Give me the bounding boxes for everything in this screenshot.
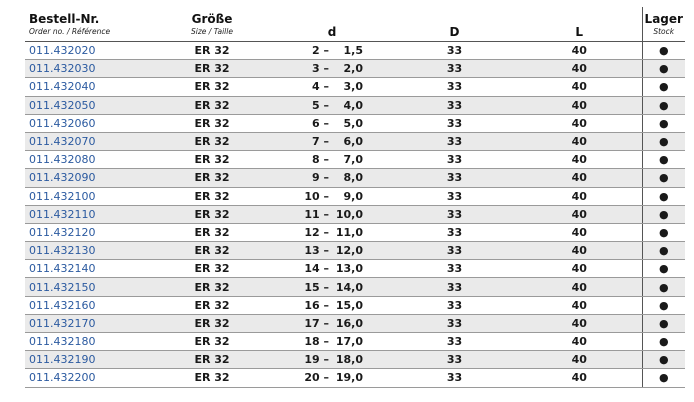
size-cell: ER 32	[152, 114, 272, 132]
order-number-cell: 011.432190	[25, 351, 152, 369]
header-order-number	[25, 7, 152, 42]
d-range-to: 5,0	[343, 116, 363, 130]
header-order-subtitle: Order no. / Référence	[29, 27, 111, 36]
length-cell: 40	[517, 169, 642, 187]
header-size-subtitle: Size / Taille	[191, 27, 233, 36]
outer-diameter-cell: 33	[392, 42, 517, 60]
d-range-cell	[272, 169, 392, 187]
length-cell: 40	[517, 296, 642, 314]
d-range-from: 12 –	[304, 225, 329, 239]
outer-diameter-cell: 33	[392, 132, 517, 150]
stock-indicator-cell: ●	[642, 314, 685, 332]
d-range-to: 13,0	[335, 262, 363, 276]
d-range-to: 6,0	[343, 135, 363, 149]
size-cell: ER 32	[152, 351, 272, 369]
size-cell: ER 32	[152, 296, 272, 314]
d-range-to: 4,0	[343, 98, 363, 112]
order-number-cell: 011.432130	[25, 242, 152, 260]
table-body	[25, 42, 685, 388]
d-range-from: 7 –	[312, 135, 329, 149]
size-cell: ER 32	[152, 96, 272, 114]
stock-indicator-cell: ●	[642, 187, 685, 205]
table-row	[25, 369, 685, 387]
d-range-from: 8 –	[312, 153, 329, 167]
outer-diameter-cell: 33	[392, 351, 517, 369]
outer-diameter-cell: 33	[392, 151, 517, 169]
outer-diameter-cell: 33	[392, 260, 517, 278]
size-cell: ER 32	[152, 169, 272, 187]
outer-diameter-cell: 33	[392, 314, 517, 332]
d-range-from: 4 –	[312, 80, 329, 94]
order-number-cell: 011.432170	[25, 314, 152, 332]
outer-diameter-cell: 33	[392, 369, 517, 387]
size-cell: ER 32	[152, 60, 272, 78]
outer-diameter-cell: 33	[392, 242, 517, 260]
table-row	[25, 78, 685, 96]
stock-indicator-cell: ●	[642, 296, 685, 314]
order-number-cell: 011.432020	[25, 42, 152, 60]
table-row	[25, 114, 685, 132]
length-cell: 40	[517, 78, 642, 96]
d-range-cell	[272, 333, 392, 351]
product-table	[25, 7, 685, 388]
order-number-cell: 011.432040	[25, 78, 152, 96]
order-number-cell: 011.432200	[25, 369, 152, 387]
d-range-to: 3,0	[343, 80, 363, 94]
size-cell: ER 32	[152, 242, 272, 260]
d-range-cell	[272, 296, 392, 314]
d-range-to: 10,0	[335, 207, 363, 221]
header-d-small: d	[272, 7, 392, 42]
size-cell: ER 32	[152, 260, 272, 278]
table-row	[25, 223, 685, 241]
outer-diameter-cell: 33	[392, 223, 517, 241]
table-row	[25, 151, 685, 169]
order-number-cell: 011.432090	[25, 169, 152, 187]
d-range-from: 20 –	[304, 371, 329, 385]
stock-indicator-cell: ●	[642, 78, 685, 96]
order-number-cell: 011.432140	[25, 260, 152, 278]
table-row	[25, 205, 685, 223]
order-number-cell: 011.432060	[25, 114, 152, 132]
table-row	[25, 314, 685, 332]
table-row	[25, 132, 685, 150]
table-row	[25, 60, 685, 78]
d-range-cell	[272, 278, 392, 296]
outer-diameter-cell: 33	[392, 187, 517, 205]
d-range-to: 8,0	[343, 171, 363, 185]
size-cell: ER 32	[152, 223, 272, 241]
header-stock-title: Lager	[644, 12, 683, 26]
d-range-from: 3 –	[312, 62, 329, 76]
size-cell: ER 32	[152, 205, 272, 223]
outer-diameter-cell: 33	[392, 278, 517, 296]
outer-diameter-cell: 33	[392, 96, 517, 114]
d-range-to: 18,0	[335, 353, 363, 367]
outer-diameter-cell: 33	[392, 60, 517, 78]
size-cell: ER 32	[152, 278, 272, 296]
header-size	[152, 7, 272, 42]
length-cell: 40	[517, 223, 642, 241]
size-cell: ER 32	[152, 132, 272, 150]
d-range-to: 19,0	[335, 371, 363, 385]
table-header	[25, 7, 685, 42]
header-row	[25, 7, 685, 42]
order-number-cell: 011.432180	[25, 333, 152, 351]
d-range-cell	[272, 114, 392, 132]
size-cell: ER 32	[152, 369, 272, 387]
d-range-from: 2 –	[312, 44, 329, 58]
d-range-cell	[272, 132, 392, 150]
order-number-cell: 011.432120	[25, 223, 152, 241]
order-number-cell: 011.432050	[25, 96, 152, 114]
table-row	[25, 169, 685, 187]
d-range-from: 13 –	[304, 244, 329, 258]
stock-indicator-cell: ●	[642, 369, 685, 387]
d-range-to: 16,0	[335, 316, 363, 330]
stock-indicator-cell: ●	[642, 42, 685, 60]
length-cell: 40	[517, 60, 642, 78]
stock-indicator-cell: ●	[642, 60, 685, 78]
length-cell: 40	[517, 351, 642, 369]
d-range-cell	[272, 223, 392, 241]
d-range-from: 16 –	[304, 298, 329, 312]
d-range-cell	[272, 187, 392, 205]
stock-indicator-cell: ●	[642, 333, 685, 351]
d-range-to: 1,5	[343, 44, 363, 58]
table-row	[25, 351, 685, 369]
header-stock-subtitle: Stock	[653, 27, 675, 36]
length-cell: 40	[517, 314, 642, 332]
order-number-cell: 011.432160	[25, 296, 152, 314]
order-number-cell: 011.432150	[25, 278, 152, 296]
table-row	[25, 187, 685, 205]
size-cell: ER 32	[152, 42, 272, 60]
d-range-from: 9 –	[312, 171, 329, 185]
size-cell: ER 32	[152, 333, 272, 351]
length-cell: 40	[517, 96, 642, 114]
length-cell: 40	[517, 205, 642, 223]
d-range-cell	[272, 369, 392, 387]
stock-indicator-cell: ●	[642, 96, 685, 114]
stock-indicator-cell: ●	[642, 223, 685, 241]
outer-diameter-cell: 33	[392, 333, 517, 351]
stock-indicator-cell: ●	[642, 151, 685, 169]
d-range-cell	[272, 351, 392, 369]
stock-indicator-cell: ●	[642, 260, 685, 278]
size-cell: ER 32	[152, 187, 272, 205]
outer-diameter-cell: 33	[392, 169, 517, 187]
table-row	[25, 242, 685, 260]
table-row	[25, 96, 685, 114]
length-cell: 40	[517, 242, 642, 260]
length-cell: 40	[517, 151, 642, 169]
d-range-to: 14,0	[335, 280, 363, 294]
size-cell: ER 32	[152, 151, 272, 169]
d-range-from: 17 –	[304, 316, 329, 330]
outer-diameter-cell: 33	[392, 296, 517, 314]
outer-diameter-cell: 33	[392, 114, 517, 132]
stock-indicator-cell: ●	[642, 242, 685, 260]
d-range-from: 10 –	[304, 189, 329, 203]
d-range-from: 6 –	[312, 116, 329, 130]
order-number-cell: 011.432070	[25, 132, 152, 150]
d-range-cell	[272, 42, 392, 60]
stock-indicator-cell: ●	[642, 132, 685, 150]
d-range-from: 19 –	[304, 353, 329, 367]
d-range-from: 14 –	[304, 262, 329, 276]
d-range-to: 17,0	[335, 335, 363, 349]
length-cell: 40	[517, 132, 642, 150]
length-cell: 40	[517, 369, 642, 387]
order-number-cell: 011.432100	[25, 187, 152, 205]
stock-indicator-cell: ●	[642, 278, 685, 296]
d-range-to: 15,0	[335, 298, 363, 312]
d-range-to: 7,0	[343, 153, 363, 167]
header-size-title: Größe	[191, 12, 233, 26]
length-cell: 40	[517, 187, 642, 205]
d-range-cell	[272, 314, 392, 332]
table-row	[25, 260, 685, 278]
stock-indicator-cell: ●	[642, 114, 685, 132]
header-stock	[642, 7, 685, 42]
d-range-cell	[272, 151, 392, 169]
length-cell: 40	[517, 42, 642, 60]
stock-indicator-cell: ●	[642, 205, 685, 223]
d-range-cell	[272, 96, 392, 114]
d-range-to: 9,0	[343, 189, 363, 203]
order-number-cell: 011.432030	[25, 60, 152, 78]
d-range-to: 2,0	[343, 62, 363, 76]
d-range-cell	[272, 242, 392, 260]
d-range-from: 15 –	[304, 280, 329, 294]
length-cell: 40	[517, 260, 642, 278]
d-range-cell	[272, 205, 392, 223]
table-row	[25, 278, 685, 296]
d-range-from: 5 –	[312, 98, 329, 112]
d-range-from: 11 –	[304, 207, 329, 221]
product-table-container	[25, 7, 685, 388]
header-d-large: D	[392, 7, 517, 42]
outer-diameter-cell: 33	[392, 205, 517, 223]
table-row	[25, 296, 685, 314]
stock-indicator-cell: ●	[642, 169, 685, 187]
d-range-cell	[272, 60, 392, 78]
d-range-to: 11,0	[335, 225, 363, 239]
length-cell: 40	[517, 278, 642, 296]
d-range-cell	[272, 78, 392, 96]
size-cell: ER 32	[152, 314, 272, 332]
stock-indicator-cell: ●	[642, 351, 685, 369]
d-range-cell	[272, 260, 392, 278]
header-order-title: Bestell-Nr.	[29, 12, 100, 26]
d-range-to: 12,0	[335, 244, 363, 258]
size-cell: ER 32	[152, 78, 272, 96]
header-length: L	[517, 7, 642, 42]
order-number-cell: 011.432110	[25, 205, 152, 223]
length-cell: 40	[517, 114, 642, 132]
d-range-from: 18 –	[304, 335, 329, 349]
order-number-cell: 011.432080	[25, 151, 152, 169]
length-cell: 40	[517, 333, 642, 351]
table-row	[25, 333, 685, 351]
table-row	[25, 42, 685, 60]
outer-diameter-cell: 33	[392, 78, 517, 96]
